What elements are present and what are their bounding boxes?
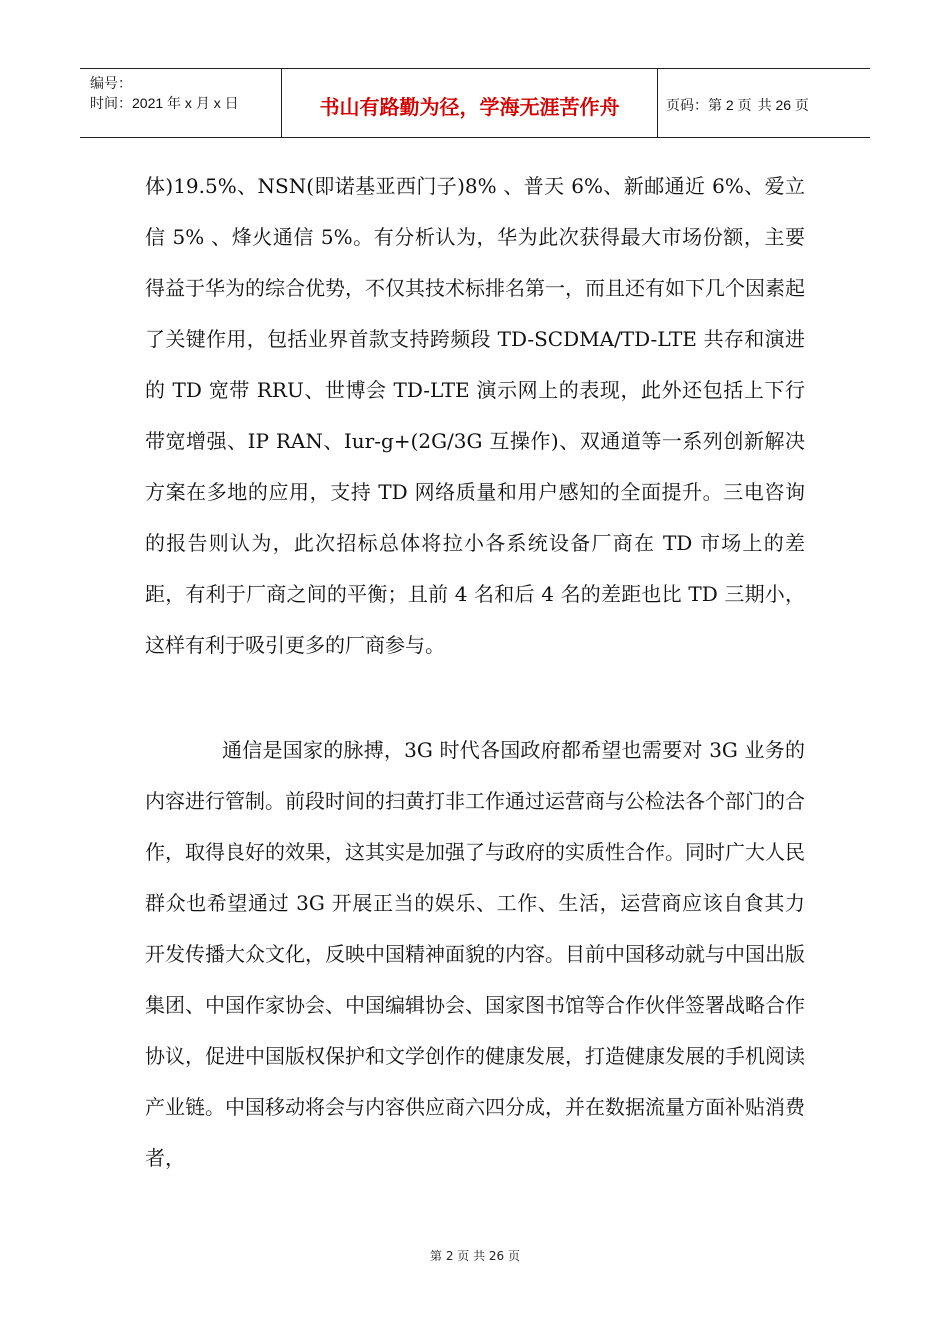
header-meta — [80, 69, 282, 137]
number-label: 编号： — [90, 75, 132, 91]
paragraph-1: 体)19.5%、NSN(即诺基亚西门子)8% 、普天 6%、新邮通近 6%、爱立信 5% 、烽火通信 5%。有分析认为，华为此次获得最大市场份额，主要得益于华为的综合优势，不仅其技术标排名第一，而且还有如下几个因素起了关键作用，包括业界首款支持跨频段 TD-SCDMA/TD-LTE 共存和演进的 TD 宽带 RRU、世博会 TD-LTE 演示网上的表现，此外还包括上下行带宽增强、IP RAN、Iur-g+(2G/3G 互操作)、双通道等一系列创新解决方案在多地的应用，支持 TD 网络质量和用户感知的全面提升。三电咨询的报告则认为，此次招标总体将拉小各系统设备厂商在 TD 市场上的差距，有利于厂商之间的平衡；且前 4 名和后 4 名的差距也比 TD 三期小，这样有利于吸引更多的厂商参与。 — [145, 174, 805, 657]
page-footer: 第 2 页 共 26 页 — [430, 1249, 520, 1263]
header-page-info — [658, 69, 870, 137]
paragraph-2: 通信是国家的脉搏，3G 时代各国政府都希望也需要对 3G 业务的内容进行管制。前段时间的扫黄打非工作通过运营商与公检法各个部门的合作，取得良好的效果，这其实是加强了与政府的实质性合作。同时广大人民群众也希望通过 3G 开展正当的娱乐、工作、生活，运营商应该自食其力开发传播大众文化，反映中国精神面貌的内容。目前中国移动就与中国出版集团、中国作家协会、中国编辑协会、国家图书馆等合作伙伴签署战略合作协议，促进中国版权保护和文学创作的健康发展，打造健康发展的手机阅读产业链。中国移动将会与内容供应商六四分成，并在数据流量方面补贴消费者， — [145, 738, 805, 1170]
paragraph-spacer — [145, 671, 805, 725]
document-body — [145, 161, 805, 1184]
header-motto: 书山有路勤为径，学海无涯苦作舟 — [282, 69, 658, 137]
page-number-label: 页码：第 2 页 — [666, 97, 752, 113]
date-label: 时间：2021 年 x 月 x 日 — [90, 95, 239, 111]
page-total-label: 共 26 页 — [757, 97, 809, 113]
page-header — [80, 68, 870, 138]
